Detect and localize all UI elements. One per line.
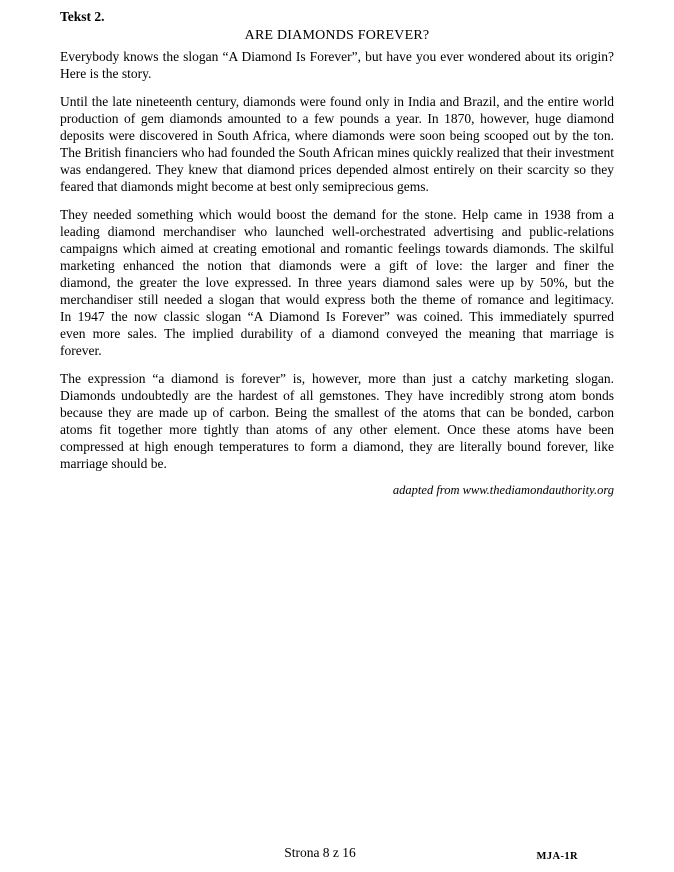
text-column [60, 8, 614, 498]
exam-code: MJA-1R [536, 851, 578, 862]
article-title: ARE DIAMONDS FOREVER? [244, 28, 430, 43]
paragraph-2: Until the late nineteenth century, diamonds were found only in India and Brazil, and the entire world production of gem diamonds amounted to a few pounds a year. In 1870, however, huge diamond deposits were discovered in South Africa, where diamonds were soon being scooped out by the ton. The British financiers who had founded the South African mines quickly realized that their investment was endangered. They knew that diamond prices depended almost entirely on their scarcity so they feared that diamonds might become at best only semiprecious gems. [60, 94, 614, 194]
paragraph-1: Everybody knows the slogan “A Diamond Is Forever”, but have you ever wondered about its origin? Here is the story. [60, 49, 614, 81]
paragraph-4: The expression “a diamond is forever” is, however, more than just a catchy marketing slogan. Diamonds undoubtedly are the hardest of all gemstones. They have incredibly strong atom bonds because they are made up of carbon. Being the smallest of the atoms that can be bonded, carbon atoms fit together more tightly than atoms of any other element. Once these atoms have been compressed at high enough temperatures to form a diamond, they are literally bound forever, like marriage should be. [60, 371, 614, 471]
text-section-label: Tekst 2. [60, 9, 105, 24]
page-number: Strona 8 z 16 [284, 845, 356, 860]
source-attribution: adapted from www.thediamondauthority.org [392, 483, 614, 497]
paragraph-3: They needed something which would boost the demand for the stone. Help came in 1938 from a leading diamond merchandiser who launched well-orchestrated advertising and public-relations campaigns which aimed at creating emotional and romantic feelings towards diamonds. The skilful marketing enhanced the notion that diamonds were a gift of love: the larger and finer the diamond, the greater the love expressed. In three years diamond sales were up by 50%, but the merchandiser still needed a slogan that would express both the theme of romance and legitimacy. In 1947 the now classic slogan “A Diamond Is Forever” was coined. This immediately spurred even more sales. The implied durability of a diamond conveyed the meaning that marriage is forever. [60, 207, 614, 358]
